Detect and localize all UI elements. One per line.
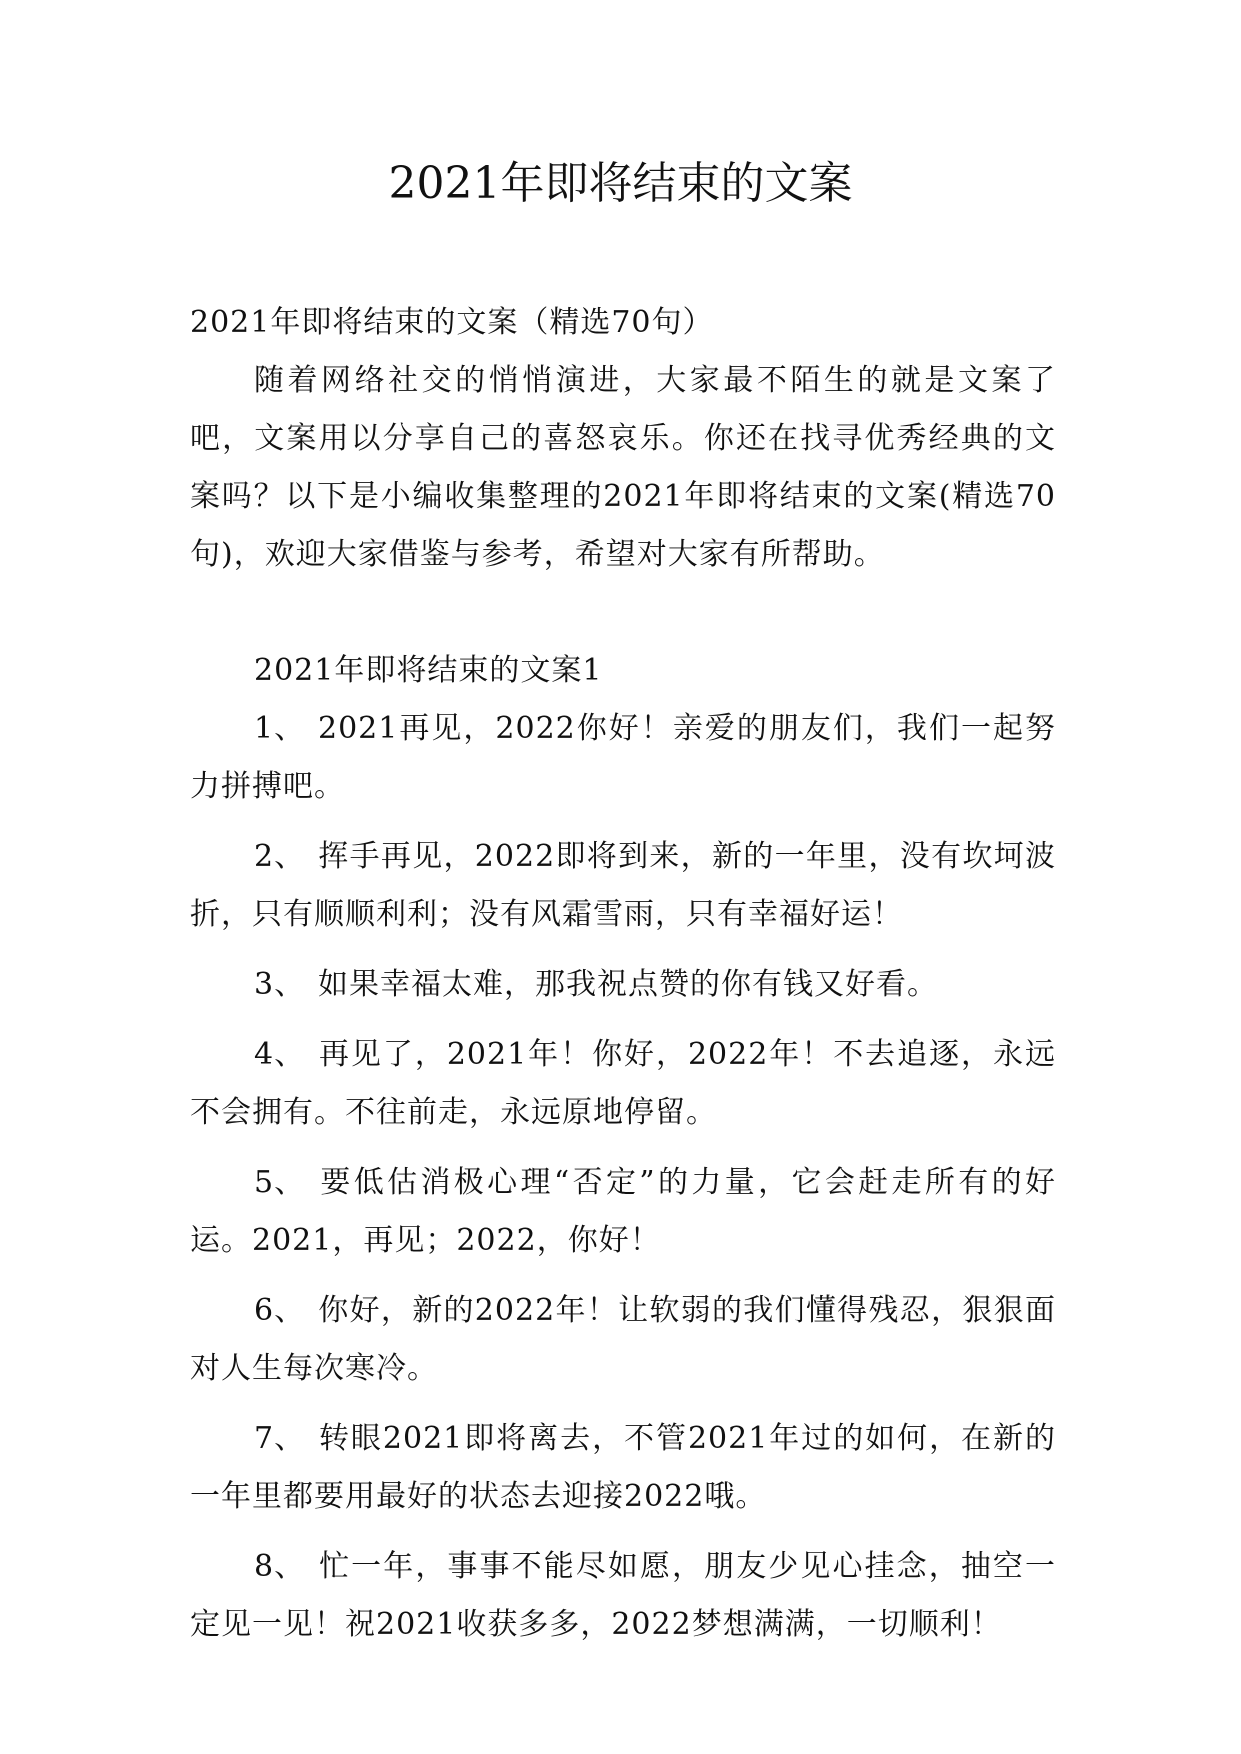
list-item-number: 8、 bbox=[254, 1549, 306, 1584]
list-item-text: 转眼2021即将离去，不管2021年过的如何，在新的一年里都要用最好的状态去迎接2022哦。 bbox=[190, 1421, 1056, 1514]
list-item bbox=[190, 700, 1056, 816]
list-item-text: 再见了，2021年！你好，2022年！不去追逐，永远不会拥有。不往前走，永远原地停留。 bbox=[190, 1037, 1056, 1130]
intro-paragraph: 随着网络社交的悄悄演进，大家最不陌生的就是文案了吧，文案用以分享自己的喜怒哀乐。你还在找寻优秀经典的文案吗？以下是小编收集整理的2021年即将结束的文案(精选70句)，欢迎大家借鉴与参考，希望对大家有所帮助。 bbox=[190, 363, 1056, 572]
list-item-text: 2021再见，2022你好！亲爱的朋友们，我们一起努力拼搏吧。 bbox=[190, 711, 1056, 804]
list-item bbox=[190, 1282, 1056, 1398]
list-item-number: 3、 bbox=[254, 967, 306, 1002]
list-item-number: 5、 bbox=[254, 1165, 306, 1200]
list-item-text: 要低估消极心理“否定”的力量，它会赶走所有的好运。2021，再见；2022，你好！ bbox=[190, 1165, 1056, 1258]
section-heading: 2021年即将结束的文案1 bbox=[254, 653, 603, 688]
list-item-number: 6、 bbox=[254, 1293, 306, 1328]
list-item bbox=[190, 1538, 1056, 1654]
list-item-text: 你好，新的2022年！让软弱的我们懂得残忍，狠狠面对人生每次寒冷。 bbox=[190, 1293, 1056, 1386]
list-item-number: 2、 bbox=[254, 839, 306, 874]
document-body bbox=[190, 294, 1056, 1666]
list-item bbox=[190, 1154, 1056, 1270]
list-item-number: 4、 bbox=[254, 1037, 306, 1072]
document-title: 2021年即将结束的文案 bbox=[388, 158, 853, 209]
list-item-text: 忙一年，事事不能尽如愿，朋友少见心挂念，抽空一定见一见！祝2021收获多多，2022梦想满满，一切顺利！ bbox=[190, 1549, 1056, 1642]
list-item-text: 如果幸福太难，那我祝点赞的你有钱又好看。 bbox=[318, 967, 938, 1002]
list-item bbox=[190, 1410, 1056, 1526]
list-item bbox=[190, 1026, 1056, 1142]
list-item bbox=[190, 956, 1056, 1014]
list-item-text: 挥手再见，2022即将到来，新的一年里，没有坎坷波折，只有顺顺利利；没有风霜雪雨，只有幸福好运！ bbox=[190, 839, 1056, 932]
list-item-number: 7、 bbox=[254, 1421, 306, 1456]
list-item-number: 1、 bbox=[254, 711, 306, 746]
list-item bbox=[190, 828, 1056, 944]
document-subtitle: 2021年即将结束的文案（精选70句） bbox=[190, 305, 714, 340]
